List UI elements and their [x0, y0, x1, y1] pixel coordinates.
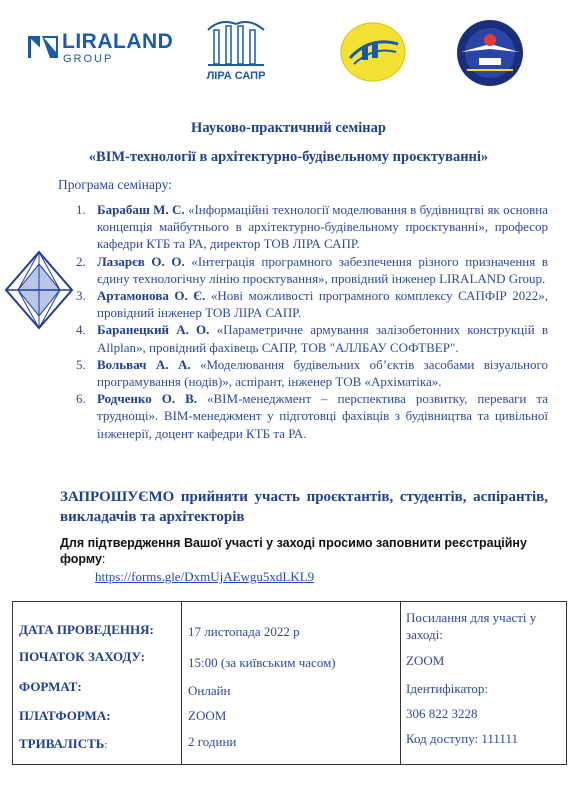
- duration-label: [19, 736, 107, 752]
- program-item: [76, 201, 548, 253]
- diamond-icon: [4, 250, 74, 330]
- program-item-speaker: Барабаш М. С.: [97, 202, 185, 217]
- program-item-number: 6.: [76, 391, 86, 407]
- lira-columns-icon: [200, 18, 272, 68]
- participation-platform: ZOOM: [406, 653, 445, 668]
- logo-header: [0, 0, 577, 110]
- program-label: Програма семінару:: [58, 177, 172, 192]
- program-item: [76, 390, 548, 442]
- program-item-speaker: Вольвач А. А.: [97, 356, 191, 372]
- platform-label: ПЛАТФОРМА:: [19, 708, 111, 723]
- program-item-text: «BIM-менеджмент – перспектива розвитку, переваги та труднощі». BIM-менеджмент у підготовці фахівців з будівництва та цивільної інженерії, доцент кафедри КТБ та РА.: [97, 391, 548, 441]
- format-label: ФОРМАТ:: [19, 679, 82, 694]
- date-label: ДАТА ПРОВЕДЕННЯ:: [19, 622, 154, 637]
- event-info-table: [12, 601, 567, 765]
- access-code: Код доступу: 111111: [406, 731, 518, 746]
- program-item-number: 2.: [76, 253, 86, 269]
- program-item-number: 3.: [76, 288, 86, 304]
- seminar-title: Науково-практичний семінар: [191, 120, 386, 136]
- lira-sapr-name: ЛІРА САПР: [206, 70, 266, 82]
- registration-note-text: Для підтвердження Вашої участі у заході просимо заповнити реєстраційну форму: [60, 536, 527, 566]
- date-value: 17 листопада 2022 р: [188, 624, 300, 639]
- program-item-text: «Параметричне армування залізобетонних конструкцій в Allplan», провідний фахівець САПР, ТОВ "АЛЛБАУ СОФТВЕР".: [97, 322, 548, 355]
- start-value: 15:00 (за київським часом): [188, 655, 336, 670]
- program-item-text: «Моделювання будівельних об’єктів засобами візуального програмування (нодів)», аспірант, інженер ТОВ «Архіматіка».: [97, 356, 548, 390]
- program-item: [76, 321, 548, 355]
- platform-value: ZOOM: [188, 708, 227, 723]
- meeting-id-label: Ідентифікатор:: [406, 681, 489, 696]
- table-divider: [181, 602, 182, 764]
- program-item-speaker: Лазарєв О. О.: [97, 253, 185, 269]
- program-item-number: 4.: [76, 322, 86, 338]
- duration-label-colon: :: [104, 739, 108, 751]
- liraland-logo: [28, 30, 178, 70]
- seminar-subtitle: «BIM-технології в архітектурно-будівельному проєктуванні»: [88, 149, 489, 165]
- registration-link[interactable]: https://forms.gle/DxmUjAEwgu5xdLKL9: [95, 569, 315, 584]
- participation-link-label: Посилання для участі у заході:: [406, 610, 537, 642]
- program-item: [76, 253, 548, 287]
- program-item: [76, 356, 548, 390]
- program-item-text: «Інтеграція програмного забезпечення різного призначення в єдину технологічну лінію проєктування», провідний інженер LIRALAND Group.: [97, 253, 548, 286]
- nau-emblem-icon: [455, 18, 525, 88]
- program-item-number: 1.: [76, 202, 86, 217]
- program-item-number: 5.: [76, 356, 86, 372]
- liraland-mark-icon: [28, 32, 58, 62]
- program-item-text: «Нові можливості програмного комплексу САПФІР 2022», провідний інженер ТОВ ЛІРА САПР.: [97, 288, 548, 321]
- program-item-speaker: Баранецкий А. О.: [97, 322, 210, 338]
- liraland-group: GROUP: [63, 53, 114, 65]
- ksa-emblem-icon: [340, 22, 406, 82]
- duration-label-text: ТРИВАЛІСТЬ: [19, 736, 105, 751]
- registration-note: [60, 535, 548, 567]
- program-item: [76, 287, 548, 321]
- table-divider: [400, 602, 401, 764]
- registration-note-colon: :: [101, 552, 106, 566]
- program-item-speaker: Родченко О. В.: [97, 391, 197, 407]
- duration-value: 2 години: [188, 734, 237, 749]
- start-label: ПОЧАТОК ЗАХОДУ:: [19, 649, 145, 664]
- program-list: [76, 201, 548, 442]
- lira-sapr-logo: [200, 18, 272, 84]
- program-item-speaker: Артамонова О. Є.: [97, 288, 206, 304]
- format-value: Онлайн: [188, 683, 231, 698]
- meeting-id-value: 306 822 3228: [406, 706, 478, 721]
- liraland-name: LIRALAND: [62, 30, 174, 53]
- program-item-text: «Інформаційні технології моделювання в будівництві як основна концепція майбутнього в архітектурно-будівельному проєктуванні», професор кафедри КТБ та РА, директор ТОВ ЛІРА САПР.: [97, 202, 548, 252]
- invitation-text: ЗАПРОШУЄМО прийняти участь проєктантів, студентів, аспірантів, викладачів та архітекторів: [60, 489, 548, 525]
